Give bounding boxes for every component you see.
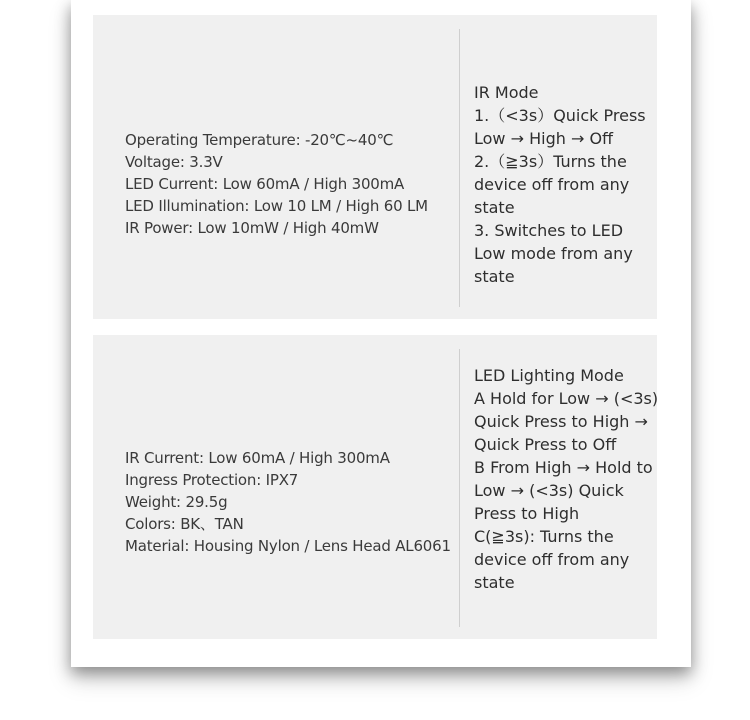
mode-title: LED Lighting Mode (474, 366, 624, 385)
mode-step-3: 3. Switches to LED Low mode from any state (474, 221, 633, 286)
spec-list (125, 129, 428, 239)
spec-ir-current: IR Current: Low 60mA / High 300mA (125, 449, 390, 467)
spec-weight: Weight: 29.5g (125, 493, 228, 511)
mode-title: IR Mode (474, 83, 539, 102)
mode-step-1: 1.（<3s）Quick Press Low → High → Off (474, 106, 646, 148)
spec-colors: Colors: BK、TAN (125, 515, 244, 533)
mode-description (474, 81, 659, 288)
column-divider (459, 29, 460, 307)
spec-operating-temperature: Operating Temperature: -20℃~40℃ (125, 131, 394, 149)
mode-description (474, 364, 659, 594)
spec-ir-power: IR Power: Low 10mW / High 40mW (125, 219, 379, 237)
spec-voltage: Voltage: 3.3V (125, 153, 223, 171)
spec-panel-led (93, 335, 657, 639)
spec-card (71, 0, 691, 667)
spec-led-current: LED Current: Low 60mA / High 300mA (125, 175, 405, 193)
spec-material: Material: Housing Nylon / Lens Head AL6061 (125, 537, 451, 555)
mode-step-2: 2.（≧3s）Turns the device off from any state (474, 152, 630, 217)
column-divider (459, 349, 460, 627)
spec-ingress-protection: Ingress Protection: IPX7 (125, 471, 299, 489)
mode-step-c: C(≧3s): Turns the device off from any state (474, 527, 630, 592)
spec-panel-ir (93, 15, 657, 319)
spec-list (125, 447, 451, 557)
spec-led-illumination: LED Illumination: Low 10 LM / High 60 LM (125, 197, 428, 215)
mode-step-a: A Hold for Low → (<3s) Quick Press to High → Quick Press to Off (474, 389, 659, 454)
mode-step-b: B From High → Hold to Low → (<3s) Quick Press to High (474, 458, 653, 523)
